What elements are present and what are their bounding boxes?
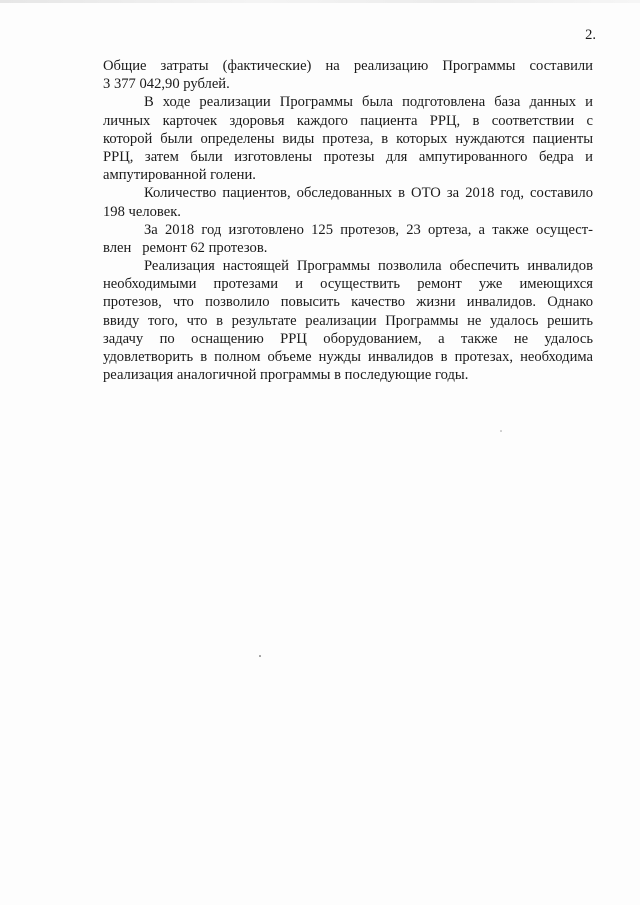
paragraph-5-line-3: протезов, что позволило повысить качество жизни инвалидов. Однако [103,294,593,311]
paragraph-4-line-1: За 2018 год изготовлено 125 протезов, 23 ортеза, а также осущест- [144,221,593,238]
paragraph-3-line-1: Количество пациентов, обследованных в ОТО за 2018 год, составило [144,185,593,202]
paragraph-5-line-2: необходимыми протезами и осуществить ремонт уже имеющихся [103,276,593,293]
document-body [103,57,593,384]
paragraph-4-line-2: влен ремонт 62 протезов. [103,239,268,256]
paragraph-5-line-6: удовлетворить в полном объеме нужды инвалидов в протезах, необходима [103,349,593,365]
paragraph-3-line-2: 198 человек. [103,203,181,220]
paragraph-5-line-5: задачу по оснащению РРЦ оборудованием, а также не удалось [103,330,593,347]
paragraph-5-line-4: ввиду того, что в результате реализации Программы не удалось решить [103,312,593,329]
page-number: 2. [585,27,596,43]
paragraph-1-line-2: 3 377 042,90 рублей. [103,76,230,93]
paragraph-2-line-1: В ходе реализации Программы была подготовлена база данных и [144,94,593,111]
paragraph-2-line-3: которой были определены виды протеза, в которых нуждаются пациенты [103,130,593,147]
paragraph-2-line-5: ампутированной голени. [103,167,256,184]
scan-speck [500,430,502,432]
paragraph-5-line-7: реализация аналогичной программы в последующие годы. [103,367,469,384]
paragraph-1-line-1: Общие затраты (фактические) на реализацию Программы составили [103,58,593,74]
paragraph-2-line-2: личных карточек здоровья каждого пациента РРЦ, в соответствии с [103,112,593,129]
paragraph-5-line-1: Реализация настоящей Программы позволила обеспечить инвалидов [144,258,593,275]
paragraph-2-line-4: РРЦ, затем были изготовлены протезы для ампутированного бедра и [103,148,593,165]
scan-speck [259,655,261,657]
